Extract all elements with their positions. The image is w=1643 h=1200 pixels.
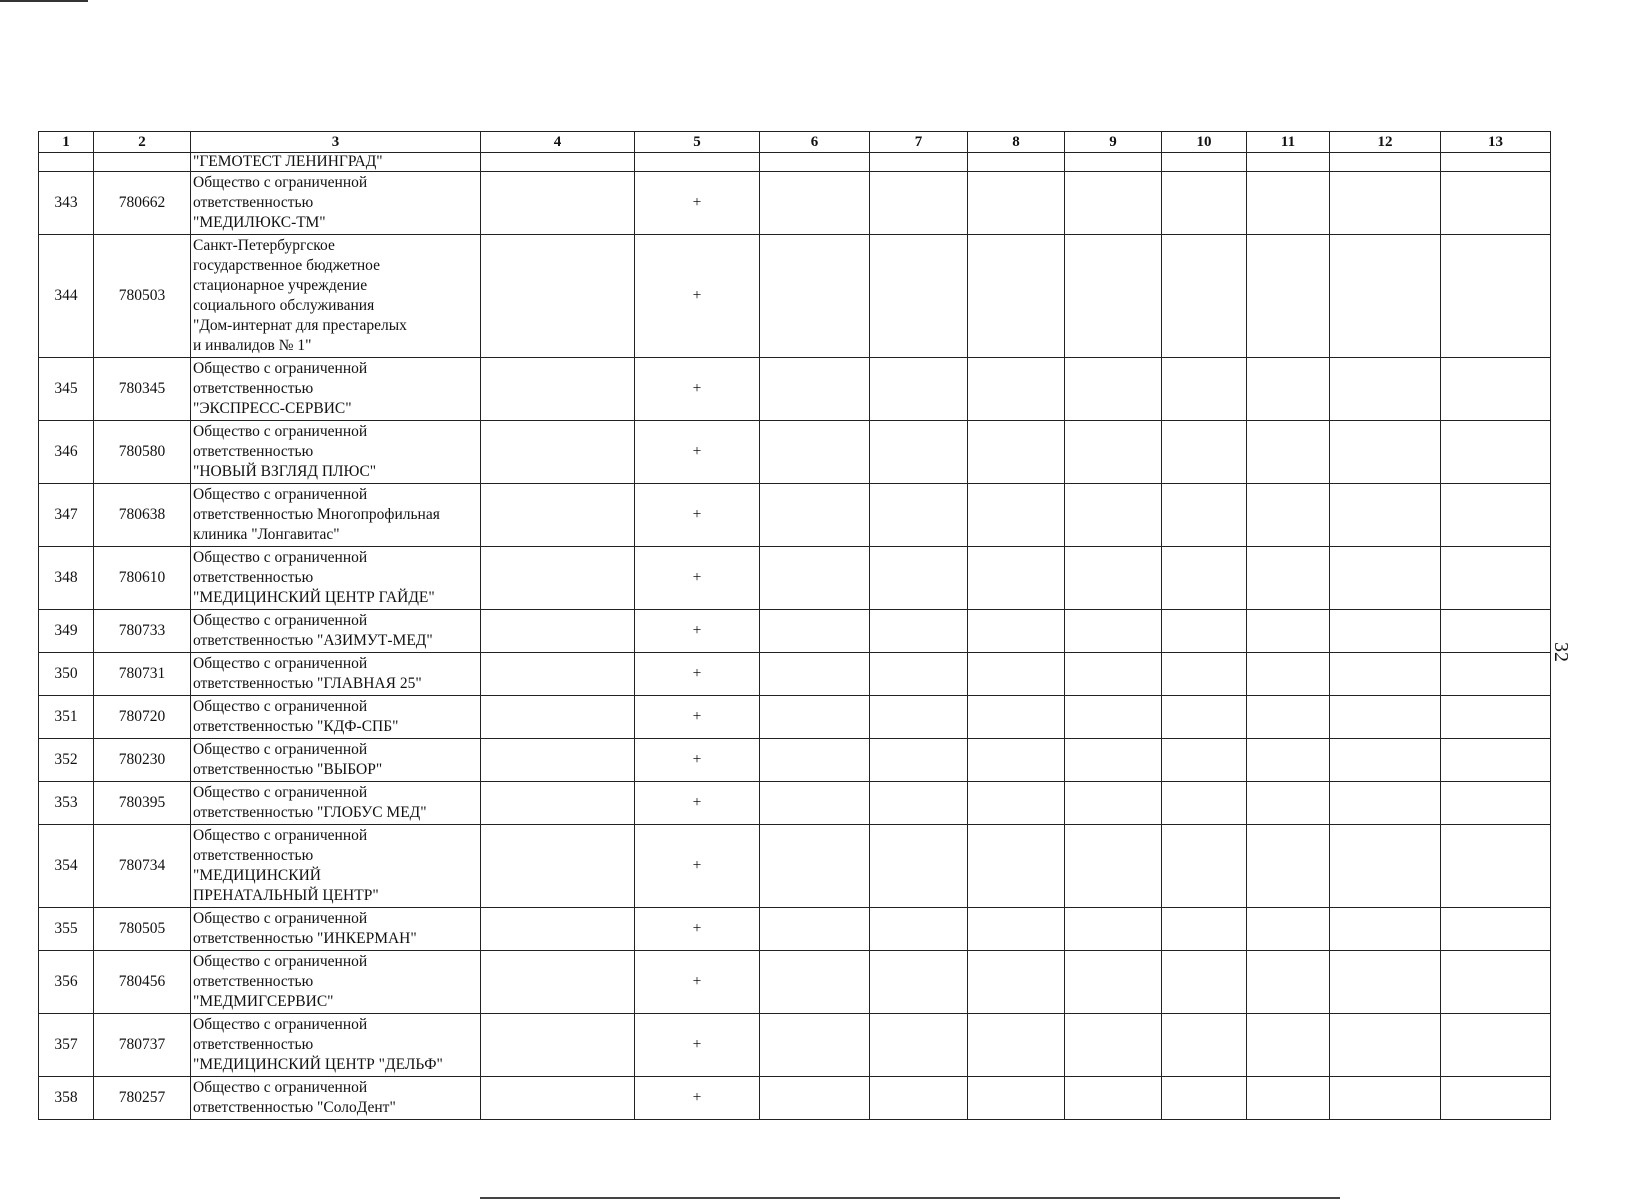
table-row bbox=[39, 825, 1551, 908]
plus-mark: + bbox=[635, 782, 760, 825]
page-number: 32 bbox=[1550, 642, 1572, 662]
organization-name: Общество с ограниченной ответственностью "МЕДИЛЮКС-ТМ" bbox=[191, 172, 481, 235]
table-row bbox=[39, 235, 1551, 358]
row-number: 350 bbox=[39, 653, 94, 696]
column-header: 13 bbox=[1441, 132, 1551, 153]
registry-code: 780737 bbox=[94, 1014, 191, 1077]
continuation-row bbox=[39, 153, 1551, 172]
organization-name: Общество с ограниченной ответственностью "СолоДент" bbox=[191, 1077, 481, 1120]
plus-mark: + bbox=[635, 610, 760, 653]
scan-artifact-line bbox=[0, 0, 88, 2]
organization-name: Общество с ограниченной ответственностью "МЕДИЦИНСКИЙ ПРЕНАТАЛЬНЫЙ ЦЕНТР" bbox=[191, 825, 481, 908]
registry-code: 780257 bbox=[94, 1077, 191, 1120]
registry-code: 780505 bbox=[94, 908, 191, 951]
plus-mark: + bbox=[635, 739, 760, 782]
row-number: 346 bbox=[39, 421, 94, 484]
plus-mark: + bbox=[635, 358, 760, 421]
row-number: 344 bbox=[39, 235, 94, 358]
column-header: 12 bbox=[1330, 132, 1441, 153]
column-header: 1 bbox=[39, 132, 94, 153]
registry-code: 780662 bbox=[94, 172, 191, 235]
row-number: 354 bbox=[39, 825, 94, 908]
registry-code: 780345 bbox=[94, 358, 191, 421]
scan-artifact-line bbox=[480, 1197, 1340, 1199]
row-number: 349 bbox=[39, 610, 94, 653]
registry-code: 780610 bbox=[94, 547, 191, 610]
plus-mark: + bbox=[635, 1014, 760, 1077]
organization-name: "ГЕМОТЕСТ ЛЕНИНГРАД" bbox=[191, 153, 481, 172]
table-row bbox=[39, 1077, 1551, 1120]
row-number: 357 bbox=[39, 1014, 94, 1077]
registry-code: 780230 bbox=[94, 739, 191, 782]
column-header: 11 bbox=[1247, 132, 1330, 153]
column-header: 8 bbox=[968, 132, 1065, 153]
registry-code: 780720 bbox=[94, 696, 191, 739]
table-row bbox=[39, 547, 1551, 610]
organization-name: Санкт-Петербургское государственное бюджетное стационарное учреждение социального обслуживания "Дом-интернат для престарелых и инвалидов № 1" bbox=[191, 235, 481, 358]
table-row bbox=[39, 1014, 1551, 1077]
column-header: 7 bbox=[870, 132, 968, 153]
table-row bbox=[39, 358, 1551, 421]
plus-mark: + bbox=[635, 653, 760, 696]
row-number: 355 bbox=[39, 908, 94, 951]
column-header: 6 bbox=[760, 132, 870, 153]
registry-code: 780733 bbox=[94, 610, 191, 653]
registry-code: 780456 bbox=[94, 951, 191, 1014]
row-number: 345 bbox=[39, 358, 94, 421]
row-number: 347 bbox=[39, 484, 94, 547]
plus-mark: + bbox=[635, 951, 760, 1014]
organization-name: Общество с ограниченной ответственностью "КДФ-СПБ" bbox=[191, 696, 481, 739]
organization-name: Общество с ограниченной ответственностью "ИНКЕРМАН" bbox=[191, 908, 481, 951]
registry-code: 780638 bbox=[94, 484, 191, 547]
organization-name: Общество с ограниченной ответственностью "МЕДИЦИНСКИЙ ЦЕНТР "ДЕЛЬФ" bbox=[191, 1014, 481, 1077]
row-number: 356 bbox=[39, 951, 94, 1014]
organization-name: Общество с ограниченной ответственностью "ЭКСПРЕСС-СЕРВИС" bbox=[191, 358, 481, 421]
plus-mark: + bbox=[635, 696, 760, 739]
column-number-header bbox=[39, 132, 1551, 153]
column-header: 2 bbox=[94, 132, 191, 153]
plus-mark: + bbox=[635, 235, 760, 358]
row-number: 352 bbox=[39, 739, 94, 782]
plus-mark: + bbox=[635, 172, 760, 235]
organization-name: Общество с ограниченной ответственностью "НОВЫЙ ВЗГЛЯД ПЛЮС" bbox=[191, 421, 481, 484]
row-number: 343 bbox=[39, 172, 94, 235]
registry-code: 780503 bbox=[94, 235, 191, 358]
column-header: 9 bbox=[1065, 132, 1162, 153]
table-row bbox=[39, 696, 1551, 739]
table-row bbox=[39, 739, 1551, 782]
registry-code: 780734 bbox=[94, 825, 191, 908]
column-header: 3 bbox=[191, 132, 481, 153]
table-row bbox=[39, 653, 1551, 696]
organization-name: Общество с ограниченной ответственностью "АЗИМУТ-МЕД" bbox=[191, 610, 481, 653]
organization-name: Общество с ограниченной ответственностью "ВЫБОР" bbox=[191, 739, 481, 782]
plus-mark: + bbox=[635, 908, 760, 951]
row-number: 353 bbox=[39, 782, 94, 825]
organization-name: Общество с ограниченной ответственностью "ГЛАВНАЯ 25" bbox=[191, 653, 481, 696]
row-number: 358 bbox=[39, 1077, 94, 1120]
registry-code: 780395 bbox=[94, 782, 191, 825]
column-header: 5 bbox=[635, 132, 760, 153]
plus-mark: + bbox=[635, 825, 760, 908]
table-row bbox=[39, 951, 1551, 1014]
plus-mark: + bbox=[635, 421, 760, 484]
table-row bbox=[39, 782, 1551, 825]
table-row bbox=[39, 484, 1551, 547]
plus-mark: + bbox=[635, 547, 760, 610]
table-row bbox=[39, 610, 1551, 653]
organization-name: Общество с ограниченной ответственностью Многопрофильная клиника "Лонгавитас" bbox=[191, 484, 481, 547]
row-number: 351 bbox=[39, 696, 94, 739]
registry-code: 780580 bbox=[94, 421, 191, 484]
table-row bbox=[39, 172, 1551, 235]
column-header: 4 bbox=[481, 132, 635, 153]
table-row bbox=[39, 421, 1551, 484]
registry-table bbox=[38, 131, 1551, 1120]
row-number: 348 bbox=[39, 547, 94, 610]
organization-name: Общество с ограниченной ответственностью "ГЛОБУС МЕД" bbox=[191, 782, 481, 825]
plus-mark: + bbox=[635, 484, 760, 547]
organization-name: Общество с ограниченной ответственностью "МЕДМИГСЕРВИС" bbox=[191, 951, 481, 1014]
plus-mark: + bbox=[635, 1077, 760, 1120]
table-row bbox=[39, 908, 1551, 951]
registry-code: 780731 bbox=[94, 653, 191, 696]
column-header: 10 bbox=[1162, 132, 1247, 153]
organization-name: Общество с ограниченной ответственностью "МЕДИЦИНСКИЙ ЦЕНТР ГАЙДЕ" bbox=[191, 547, 481, 610]
